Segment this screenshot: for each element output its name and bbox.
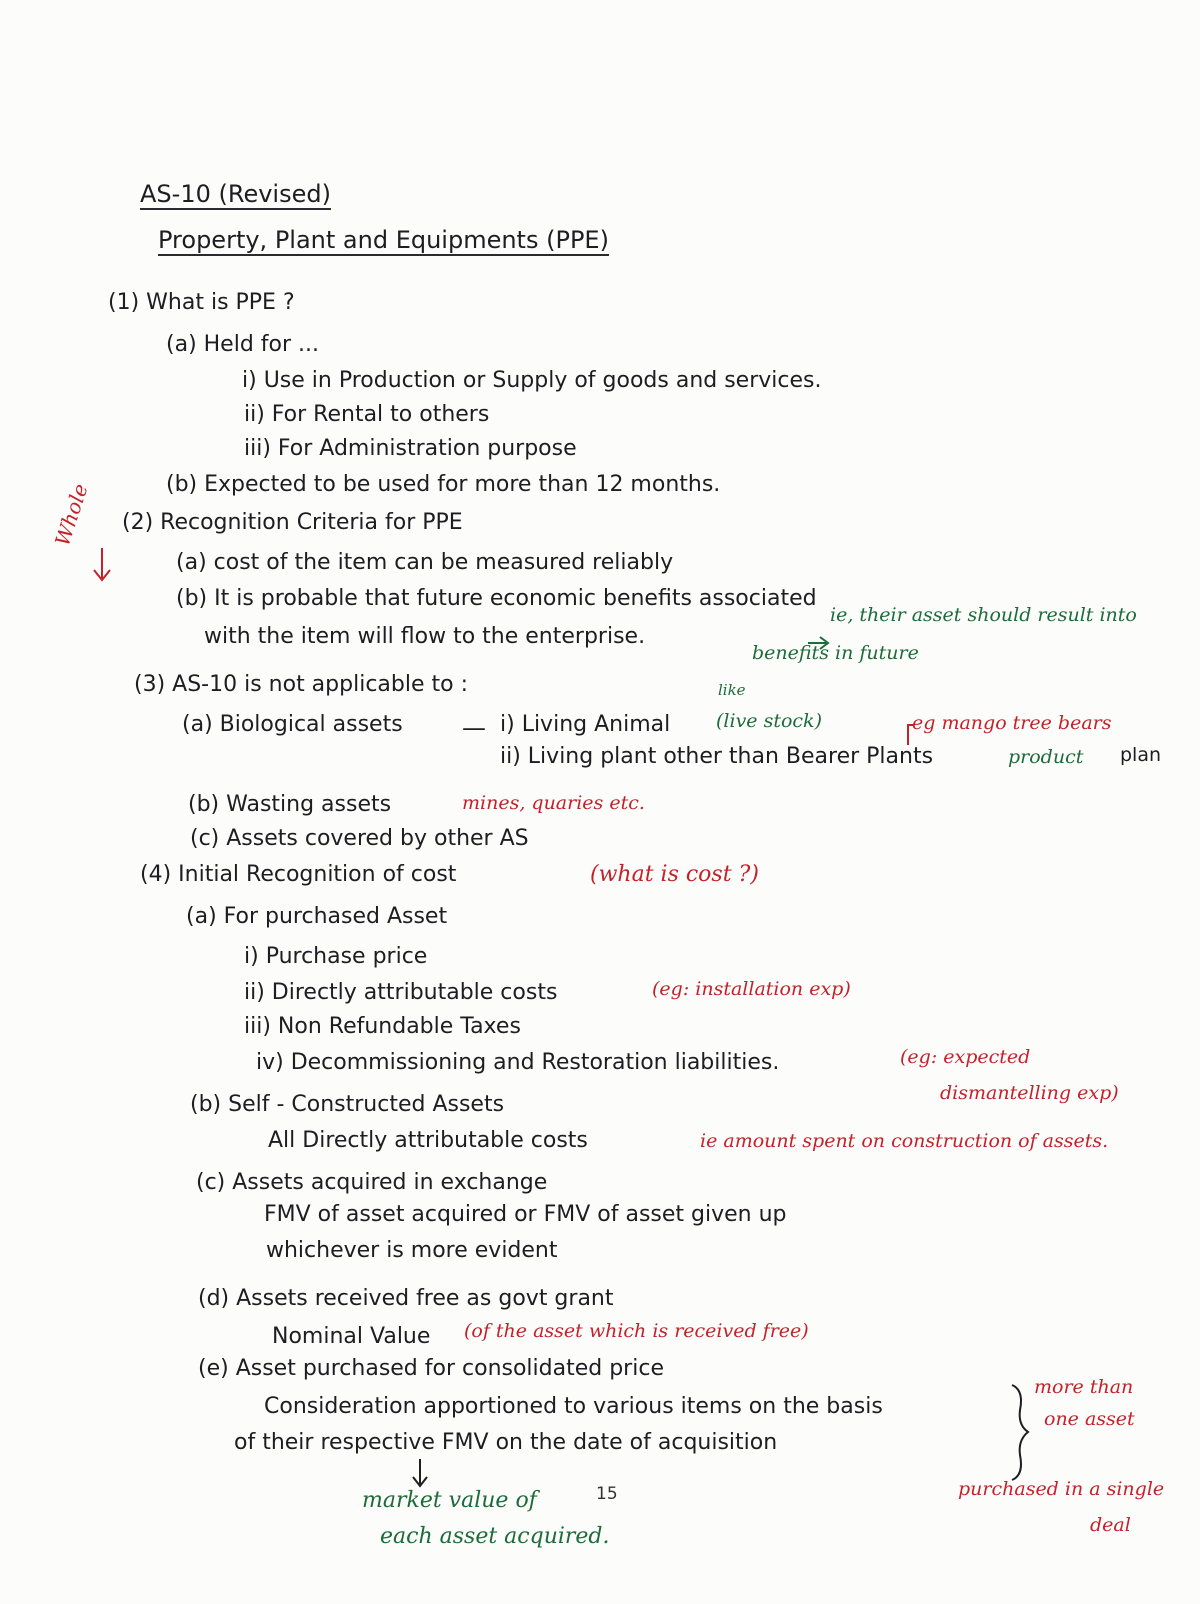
section-1-heading: (1) What is PPE ?: [108, 290, 295, 315]
section-1a: (a) Held for ...: [166, 332, 320, 357]
whole-arrow-icon: [94, 548, 110, 580]
section-1a-i: i) Use in Production or Supply of goods and services.: [242, 368, 822, 393]
section-1a-iii: iii) For Administration purpose: [244, 436, 577, 461]
section-4a: (a) For purchased Asset: [186, 904, 448, 929]
section-4d-text: Nominal Value: [272, 1324, 431, 1349]
page-subtitle: Property, Plant and Equipments (PPE): [158, 226, 609, 254]
section-2b-line2: with the item will flow to the enterprise.: [204, 624, 646, 649]
section-3a-ii: ii) Living plant other than Bearer Plants: [500, 744, 934, 769]
section-3a-ii-note-1: eg mango tree bears: [912, 712, 1112, 734]
dash: —: [462, 714, 486, 742]
section-4c-text-1: FMV of asset acquired or FMV of asset given up: [264, 1202, 787, 1227]
brace-icon: [1012, 1385, 1028, 1480]
section-2-heading: (2) Recognition Criteria for PPE: [122, 510, 463, 535]
page-number: 15: [596, 1484, 618, 1504]
section-4d: (d) Assets received free as govt grant: [198, 1286, 614, 1311]
section-4e-text-1: Consideration apportioned to various items on the basis: [264, 1394, 883, 1419]
page-title: AS-10 (Revised): [140, 180, 331, 208]
section-4b-note: ie amount spent on construction of assets.: [700, 1130, 1109, 1152]
section-4a-iv: iv) Decommissioning and Restoration liabilities.: [256, 1050, 780, 1075]
section-2a: (a) cost of the item can be measured reliably: [176, 550, 674, 575]
section-4e-note-1: market value of: [362, 1488, 537, 1513]
side-note-3: purchased in a single: [958, 1478, 1165, 1500]
section-3a-i-note-top: like: [718, 681, 746, 699]
section-4a-i: i) Purchase price: [244, 944, 428, 969]
section-3-heading: (3) AS-10 is not applicable to :: [134, 672, 468, 697]
section-4-heading: (4) Initial Recognition of cost: [140, 862, 457, 887]
section-1a-ii: ii) For Rental to others: [244, 402, 490, 427]
section-2b-note-1: ie, their asset should result into: [830, 604, 1137, 626]
section-3a: (a) Biological assets: [182, 712, 403, 737]
section-4b-text: All Directly attributable costs: [268, 1128, 588, 1153]
section-4a-iv-note-2: dismantelling exp): [940, 1082, 1119, 1104]
section-4a-ii-note: (eg: installation exp): [652, 978, 851, 1000]
section-4d-note: (of the asset which is received free): [464, 1320, 809, 1342]
section-4c: (c) Assets acquired in exchange: [196, 1170, 548, 1195]
section-4a-iii: iii) Non Refundable Taxes: [244, 1014, 521, 1039]
margin-note-whole: Whole: [50, 480, 93, 549]
section-3a-ii-note-2: product: [1008, 746, 1084, 768]
section-4e: (e) Asset purchased for consolidated price: [198, 1356, 664, 1381]
side-note-4: deal: [1090, 1514, 1131, 1536]
side-note-1: more than: [1034, 1376, 1134, 1398]
section-3a-ii-note-3: plan: [1120, 744, 1162, 766]
section-3b: (b) Wasting assets: [188, 792, 392, 817]
section-3c: (c) Assets covered by other AS: [190, 826, 529, 851]
section-4e-text-2: of their respective FMV on the date of acquisition: [234, 1430, 778, 1455]
side-note-2: one asset: [1044, 1408, 1135, 1430]
section-4a-ii: ii) Directly attributable costs: [244, 980, 558, 1005]
section-2b-line1: (b) It is probable that future economic benefits associated: [176, 586, 817, 611]
section-4c-text-2: whichever is more evident: [266, 1238, 558, 1263]
down-arrow-icon: [413, 1459, 427, 1486]
section-4e-note-2: each asset acquired.: [380, 1524, 610, 1549]
section-3b-note: mines, quaries etc.: [462, 792, 645, 814]
section-4-heading-note: (what is cost ?): [590, 862, 759, 887]
section-1b: (b) Expected to be used for more than 12 months.: [166, 472, 721, 497]
section-2b-note-2: benefits in future: [752, 642, 919, 664]
section-3a-i-note: (live stock): [716, 710, 822, 732]
section-4b: (b) Self - Constructed Assets: [190, 1092, 505, 1117]
section-4a-iv-note-1: (eg: expected: [900, 1046, 1031, 1068]
section-3a-i: i) Living Animal: [500, 712, 671, 737]
